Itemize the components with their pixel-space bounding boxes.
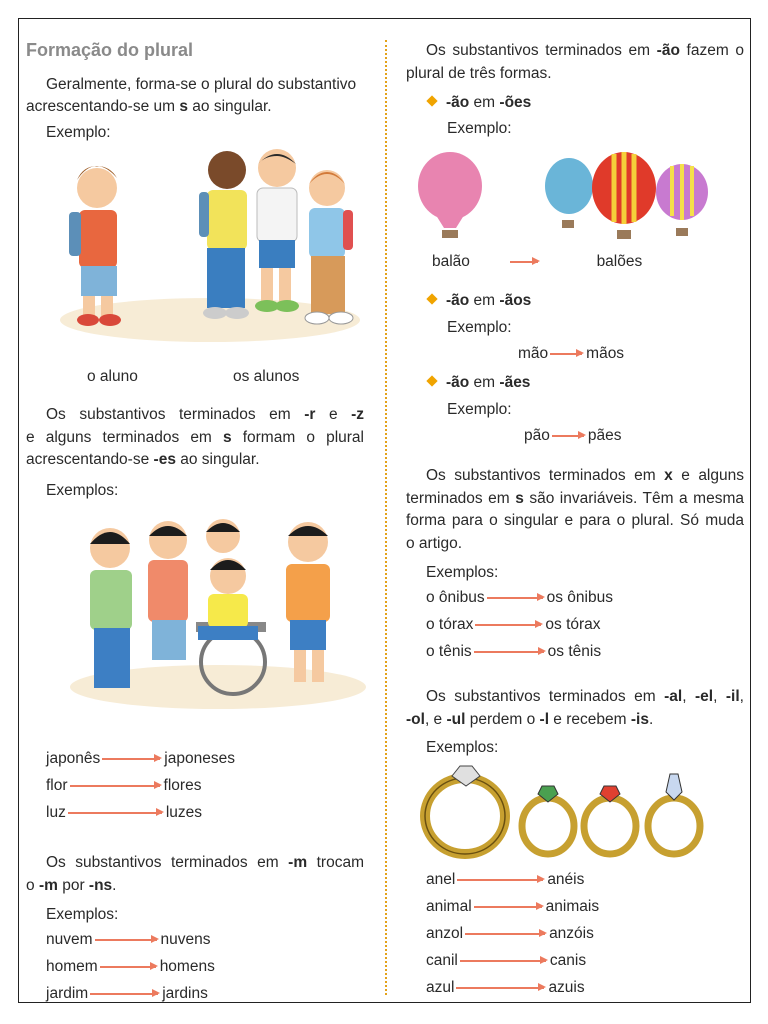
examples-label-rz: Exemplos: (46, 482, 119, 499)
balloon-single (418, 152, 482, 238)
arrow-icon (487, 597, 543, 599)
intro-line-2: acrescentando-se um s ao singular. (26, 98, 272, 115)
arrow-icon (456, 987, 544, 989)
diamond-bullet-icon (426, 95, 437, 106)
rings-illustration (420, 764, 732, 859)
rule-ao-aos: -ão em -ãos (428, 290, 531, 312)
example-pair: homem homens (46, 958, 215, 975)
example-pair: pão pães (524, 427, 622, 444)
column-divider (385, 40, 387, 995)
example-pair: o tórax os tórax (426, 616, 601, 633)
example-label-aes: Exemplo: (447, 401, 512, 418)
caption-plural: os alunos (233, 368, 300, 385)
arrow-icon (474, 906, 542, 908)
example-pair: mão mãos (518, 345, 625, 362)
balloons-illustration (414, 150, 714, 242)
rule-l-paragraph: Os substantivos terminados em -al, -el, -il, -ol, e -ul perdem o -l e recebem -is. (406, 688, 744, 728)
example-pair: jardim jardins (46, 985, 208, 1002)
example-label-oes: Exemplo: (447, 120, 512, 137)
example-label: Exemplo: (46, 124, 111, 141)
ring-single (425, 766, 505, 854)
arrow-icon (465, 933, 545, 935)
balloon-group (545, 152, 708, 239)
example-label-aos: Exemplo: (447, 319, 512, 336)
example-pair: nuvem nuvens (46, 931, 211, 948)
example-pair: luz luzes (46, 804, 203, 821)
examples-label-m: Exemplos: (46, 906, 119, 923)
arrow-icon (460, 960, 546, 962)
arrow-icon (102, 758, 160, 760)
arrow-icon (552, 435, 584, 437)
rule-ao-paragraph: Os substantivos terminados em -ão fazem o plural de três formas. (406, 42, 744, 82)
arrow-icon (475, 624, 541, 626)
arrow-icon (474, 651, 544, 653)
page-title: Formação do plural (26, 40, 194, 60)
example-pair: azul azuis (426, 979, 585, 996)
group-with-wheelchair-illustration (68, 512, 368, 712)
balloon-singular-label: balão (432, 253, 470, 270)
example-pair: anel anéis (426, 871, 585, 888)
arrow-icon (90, 993, 158, 995)
students-illustration (55, 148, 365, 348)
examples-label-x: Exemplos: (426, 564, 499, 581)
rule-m-paragraph: Os substantivos terminados em -m trocam o -m por -ns. (26, 854, 364, 894)
example-pair: flor flores (46, 777, 202, 794)
caption-singular: o aluno (87, 368, 138, 385)
example-pair: animal animais (426, 898, 600, 915)
single-student-figure (69, 166, 121, 326)
arrow-icon (95, 939, 157, 941)
example-pair: anzol anzóis (426, 925, 594, 942)
rule-x-s-paragraph: Os substantivos terminados em x e alguns terminados em s são invariáveis. Têm a mesma forma para o singular e para o plural. Só muda o artigo. (406, 467, 744, 552)
example-pair: o ônibus os ônibus (426, 589, 613, 606)
ring-group (522, 774, 700, 854)
rule-ao-oes: -ão em -ões (428, 92, 531, 114)
arrow-icon (510, 261, 538, 263)
example-pair: japonês japoneses (46, 750, 235, 767)
arrow-icon (68, 812, 162, 814)
rule-r-z-paragraph: Os substantivos terminados em -r e -z e alguns terminados em s formam o plural acrescentando-se -es ao singular. (26, 406, 365, 468)
intro-line-1: Geralmente, forma-se o plural do substantivo (46, 76, 357, 93)
arrow-icon (70, 785, 160, 787)
rule-ao-aes: -ão em -ães (428, 372, 530, 394)
balloon-pair (432, 253, 642, 271)
examples-label-l: Exemplos: (426, 739, 499, 756)
arrow-icon (550, 353, 582, 355)
example-pair: canil canis (426, 952, 587, 969)
balloon-plural-label: balões (596, 253, 643, 270)
example-pair: o tênis os tênis (426, 643, 602, 660)
arrow-icon (457, 879, 543, 881)
group-of-students-figure (199, 149, 353, 324)
diamond-bullet-icon (426, 375, 437, 386)
diamond-bullet-icon (426, 293, 437, 304)
arrow-icon (100, 966, 156, 968)
